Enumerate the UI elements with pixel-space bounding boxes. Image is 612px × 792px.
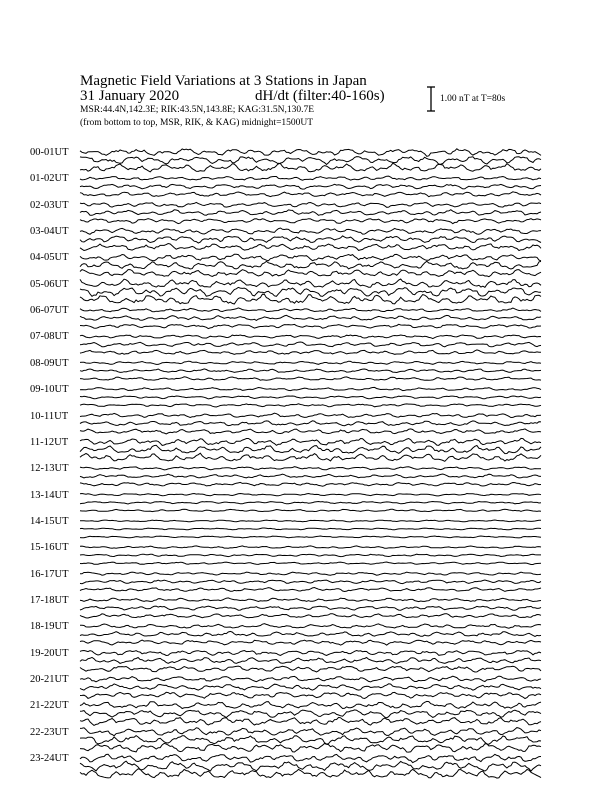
trace-KAG-06-07UT: [80, 308, 541, 312]
trace-MSR-12-13UT: [80, 482, 541, 486]
trace-KAG-10-11UT: [80, 413, 541, 417]
trace-MSR-22-23UT: [80, 743, 541, 752]
trace-RIK-11-12UT: [80, 445, 541, 453]
hour-label-11-12UT: 11-12UT: [30, 436, 69, 448]
trace-KAG-09-10UT: [80, 387, 541, 390]
trace-RIK-01-02UT: [80, 184, 541, 189]
trace-RIK-02-03UT: [80, 210, 541, 216]
hour-label-07-08UT: 07-08UT: [30, 331, 69, 343]
trace-KAG-04-05UT: [80, 254, 541, 261]
hour-label-06-07UT: 06-07UT: [30, 305, 69, 317]
hour-label-16-17UT: 16-17UT: [30, 568, 69, 580]
trace-KAG-20-21UT: [80, 676, 541, 682]
trace-MSR-08-09UT: [80, 377, 541, 380]
hour-label-15-16UT: 15-16UT: [30, 542, 69, 554]
trace-KAG-22-23UT: [80, 728, 541, 736]
trace-KAG-01-02UT: [80, 176, 541, 180]
trace-MSR-01-02UT: [80, 192, 541, 197]
hour-label-22-23UT: 22-23UT: [30, 726, 69, 738]
trace-MSR-14-15UT: [80, 536, 541, 538]
trace-MSR-07-08UT: [80, 350, 541, 354]
hour-label-02-03UT: 02-03UT: [30, 199, 69, 211]
trace-RIK-06-07UT: [80, 315, 541, 320]
trace-KAG-03-04UT: [80, 228, 541, 234]
hour-label-09-10UT: 09-10UT: [30, 384, 69, 396]
hour-label-19-20UT: 19-20UT: [30, 647, 69, 659]
trace-MSR-04-05UT: [80, 270, 541, 277]
trace-MSR-23-24UT: [80, 769, 541, 778]
trace-MSR-10-11UT: [80, 429, 541, 434]
trace-KAG-13-14UT: [80, 494, 541, 496]
trace-RIK-23-24UT: [80, 761, 541, 771]
hour-label-20-21UT: 20-21UT: [30, 674, 69, 685]
trace-KAG-07-08UT: [80, 335, 541, 339]
trace-MSR-19-20UT: [80, 666, 541, 672]
hour-label-05-06UT: 05-06UT: [30, 278, 69, 290]
hour-label-08-09UT: 08-09UT: [30, 357, 69, 369]
trace-RIK-12-13UT: [80, 474, 541, 478]
trace-RIK-17-18UT: [80, 606, 541, 610]
trace-KAG-17-18UT: [80, 598, 541, 602]
trace-RIK-13-14UT: [80, 502, 541, 505]
trace-MSR-11-12UT: [80, 453, 541, 461]
chart-date: 31 January 2020: [80, 88, 180, 104]
trace-RIK-22-23UT: [80, 736, 541, 745]
trace-MSR-18-19UT: [80, 640, 541, 645]
trace-KAG-12-13UT: [80, 467, 541, 470]
hour-label-23-24UT: 23-24UT: [30, 753, 69, 765]
trace-KAG-23-24UT: [80, 754, 541, 762]
station-order-note: (from bottom to top, MSR, RIK, & KAG) midnight=1500UT: [80, 118, 314, 128]
hour-label-04-05UT: 04-05UT: [30, 252, 69, 264]
trace-RIK-15-16UT: [80, 554, 541, 556]
trace-RIK-07-08UT: [80, 342, 541, 347]
trace-MSR-20-21UT: [80, 692, 541, 698]
hour-label-03-04UT: 03-04UT: [30, 226, 69, 238]
scale-label: 1.00 nT at T=80s: [440, 94, 506, 104]
trace-MSR-17-18UT: [80, 614, 541, 618]
trace-KAG-14-15UT: [80, 520, 541, 522]
trace-RIK-20-21UT: [80, 684, 541, 690]
trace-RIK-08-09UT: [80, 369, 541, 373]
trace-RIK-14-15UT: [80, 528, 541, 530]
trace-RIK-09-10UT: [80, 396, 541, 399]
trace-RIK-16-17UT: [80, 580, 541, 584]
hour-label-12-13UT: 12-13UT: [30, 463, 69, 475]
trace-MSR-09-10UT: [80, 404, 541, 407]
trace-KAG-00-01UT: [80, 149, 541, 157]
hour-label-17-18UT: 17-18UT: [30, 594, 69, 606]
trace-RIK-21-22UT: [80, 710, 541, 718]
trace-MSR-15-16UT: [80, 562, 541, 565]
trace-MSR-02-03UT: [80, 219, 541, 224]
hour-label-21-22UT: 21-22UT: [30, 700, 69, 712]
hour-label-10-11UT: 10-11UT: [30, 410, 69, 422]
trace-RIK-04-05UT: [80, 261, 541, 269]
trace-MSR-16-17UT: [80, 588, 541, 592]
trace-KAG-16-17UT: [80, 572, 541, 575]
trace-MSR-05-06UT: [80, 294, 541, 304]
chart-quantity: dH/dt (filter:40-160s): [255, 88, 385, 104]
trace-RIK-00-01UT: [80, 157, 541, 165]
trace-KAG-21-22UT: [80, 701, 541, 708]
trace-KAG-02-03UT: [80, 202, 541, 207]
trace-KAG-15-16UT: [80, 546, 541, 548]
trace-MSR-06-07UT: [80, 324, 541, 328]
hour-label-00-01UT: 00-01UT: [30, 147, 69, 158]
hour-label-14-15UT: 14-15UT: [30, 515, 69, 527]
hour-label-18-19UT: 18-19UT: [30, 621, 69, 633]
trace-RIK-18-19UT: [80, 631, 541, 636]
trace-RIK-19-20UT: [80, 657, 541, 663]
trace-KAG-11-12UT: [80, 438, 541, 445]
chart-title: Magnetic Field Variations at 3 Stations in Japan: [80, 73, 367, 89]
hour-label-01-02UT: 01-02UT: [30, 173, 69, 185]
trace-MSR-00-01UT: [80, 163, 541, 172]
trace-RIK-03-04UT: [80, 236, 541, 243]
trace-KAG-08-09UT: [80, 361, 541, 364]
hour-label-13-14UT: 13-14UT: [30, 489, 69, 501]
station-coordinates: MSR:44.4N,142.3E; RIK:43.5N,143.8E; KAG:31.5N,130.7E: [80, 105, 315, 115]
trace-MSR-03-04UT: [80, 244, 541, 251]
trace-RIK-10-11UT: [80, 421, 541, 426]
trace-MSR-13-14UT: [80, 509, 541, 511]
trace-MSR-21-22UT: [80, 717, 541, 725]
trace-KAG-05-06UT: [80, 279, 541, 287]
trace-KAG-19-20UT: [80, 651, 541, 656]
trace-KAG-18-19UT: [80, 624, 541, 629]
